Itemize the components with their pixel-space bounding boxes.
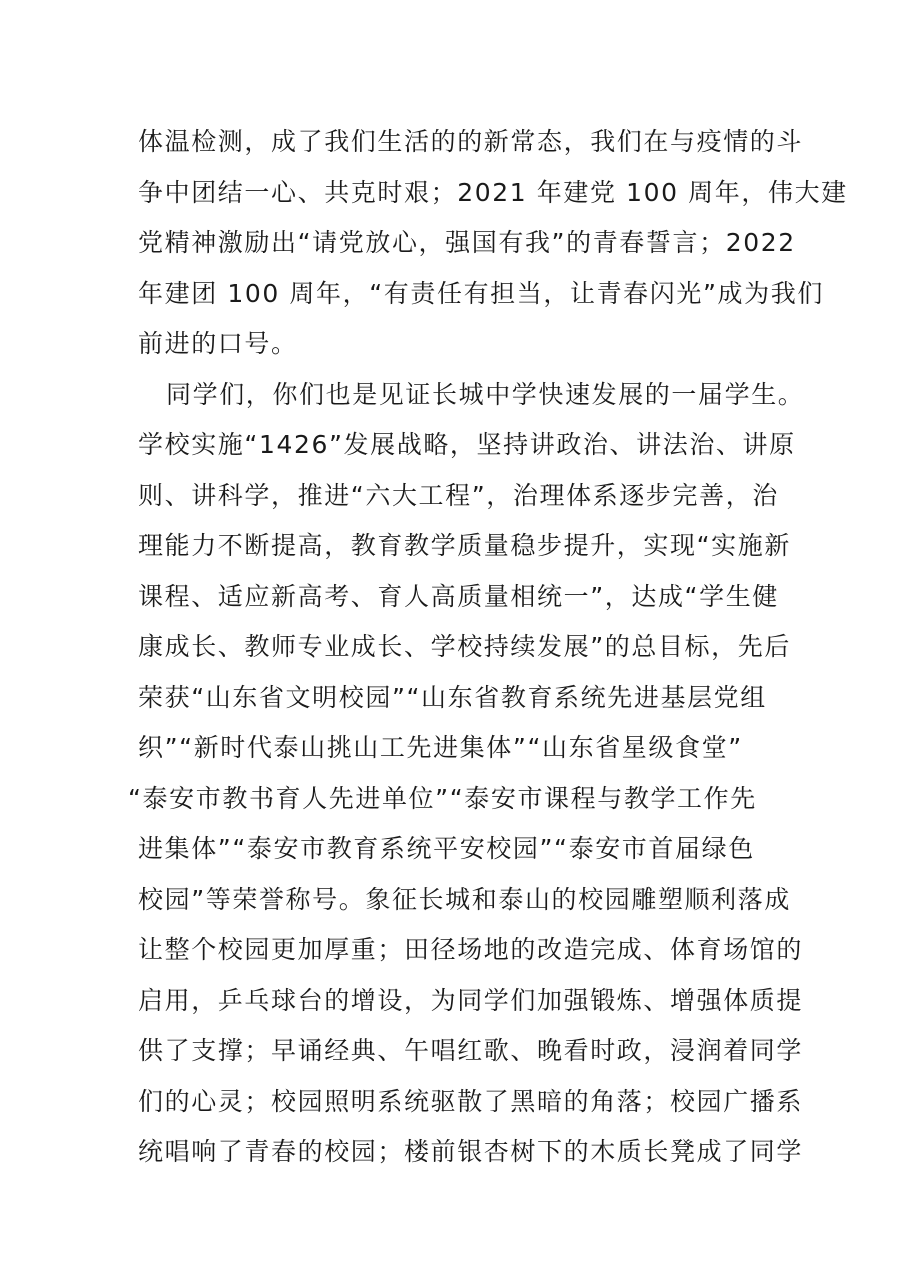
text-line: 前进的口号。	[138, 329, 298, 358]
text-line: 争中团结一心、共克时艰；2021 年建党 100 周年，伟大建	[138, 178, 848, 207]
text-line: 课程、适应新高考、育人高质量相统一”，达成“学生健	[138, 582, 779, 611]
text-line: 则、讲科学，推进“六大工程”，治理体系逐步完善，治	[138, 481, 779, 510]
text-line: 启用，乒乓球台的增设，为同学们加强锻炼、增强体质提	[138, 986, 804, 1015]
text-line: 们的心灵；校园照明系统驱散了黑暗的角落；校园广播系	[138, 1087, 804, 1116]
text-line: 体温检测，成了我们生活的的新常态，我们在与疫情的斗	[138, 127, 804, 156]
text-line: 进集体”“泰安市教育系统平安校园”“泰安市首届绿色	[138, 834, 755, 863]
text-line: 康成长、教师专业成长、学校持续发展”的总目标，先后	[138, 632, 791, 661]
text-line: “泰安市教书育人先进单位”“泰安市课程与教学工作先	[128, 784, 757, 813]
text-line: 年建团 100 周年，“有责任有担当，让青春闪光”成为我们	[138, 279, 824, 308]
text-line: 统唱响了青春的校园；楼前银杏树下的木质长凳成了同学	[138, 1137, 804, 1166]
text-line: 织”“新时代泰山挑山工先进集体”“山东省星级食堂”	[138, 733, 743, 762]
text-line: 同学们，你们也是见证长城中学快速发展的一届学生。	[166, 380, 805, 409]
text-line: 学校实施“1426”发展战略，坚持讲政治、讲法治、讲原	[138, 430, 796, 459]
text-line: 让整个校园更加厚重；田径场地的改造完成、体育场馆的	[138, 935, 804, 964]
text-line: 校园”等荣誉称号。象征长城和泰山的校园雕塑顺利落成	[138, 885, 791, 914]
text-line: 荣获“山东省文明校园”“山东省教育系统先进基层党组	[138, 683, 767, 712]
text-line: 供了支撑；早诵经典、午唱红歌、晚看时政，浸润着同学	[138, 1036, 804, 1065]
text-line: 党精神激励出“请党放心，强国有我”的青春誓言；2022	[138, 228, 796, 257]
text-line: 理能力不断提高，教育教学质量稳步提升，实现“实施新	[138, 531, 791, 560]
